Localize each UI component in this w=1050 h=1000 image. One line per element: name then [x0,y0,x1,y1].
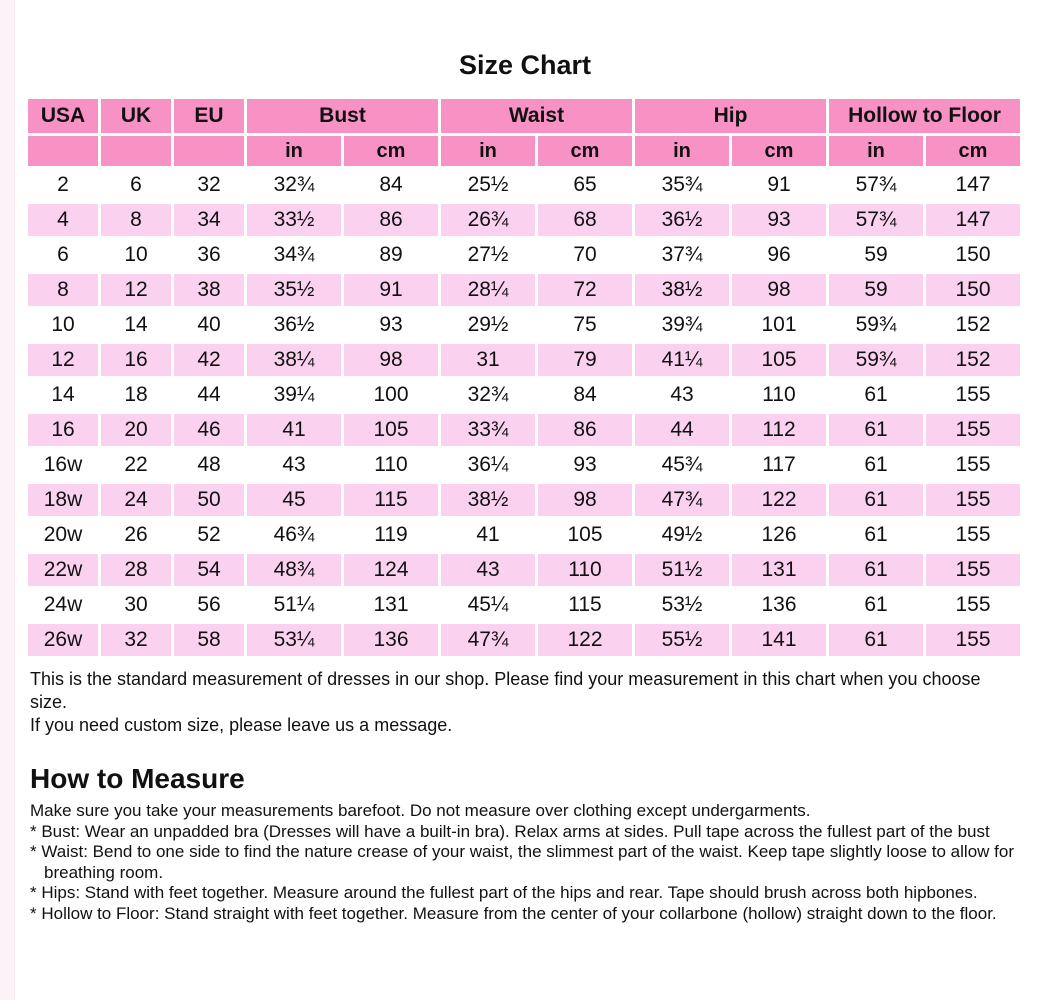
size-cell: 44 [635,414,729,446]
size-cell: 36½ [635,204,729,236]
size-cell: 61 [829,449,923,481]
size-cell: 31 [441,344,535,376]
size-cell: 22 [101,449,171,481]
size-cell: 86 [344,204,438,236]
size-cell: 61 [829,519,923,551]
unit-cell-in: in [829,136,923,166]
size-cell: 30 [101,589,171,621]
size-cell: 57¾ [829,169,923,201]
size-cell: 115 [538,589,632,621]
size-cell: 38½ [441,484,535,516]
size-cell: 29½ [441,309,535,341]
size-chart-table [25,96,1023,659]
size-cell: 38¼ [247,344,341,376]
size-cell: 59¾ [829,309,923,341]
header-cell-bust: Bust [247,99,438,133]
size-cell: 65 [538,169,632,201]
size-cell: 22w [28,554,98,586]
size-cell: 18 [101,379,171,411]
unit-cell-cm: cm [344,136,438,166]
size-cell: 50 [174,484,244,516]
size-cell: 155 [926,414,1020,446]
size-cell: 72 [538,274,632,306]
unit-cell-empty [101,136,171,166]
header-cell-uk: UK [101,99,171,133]
table-row [28,484,1020,516]
size-cell: 36½ [247,309,341,341]
size-cell: 4 [28,204,98,236]
size-cell: 55½ [635,624,729,656]
header-unit-row [28,136,1020,166]
size-cell: 33¾ [441,414,535,446]
size-cell: 28 [101,554,171,586]
size-cell: 86 [538,414,632,446]
size-cell: 41¼ [635,344,729,376]
size-cell: 93 [344,309,438,341]
size-cell: 46¾ [247,519,341,551]
header-cell-waist: Waist [441,99,632,133]
unit-cell-cm: cm [926,136,1020,166]
table-row [28,309,1020,341]
size-cell: 8 [101,204,171,236]
how-to-measure-instructions [30,801,1022,924]
size-cell: 98 [538,484,632,516]
size-cell: 26¾ [441,204,535,236]
note-line-2: If you need custom size, please leave us a message. [30,715,453,735]
size-cell: 20 [101,414,171,446]
size-cell: 150 [926,239,1020,271]
page-title: Size Chart [458,50,592,80]
instruction-line: * Bust: Wear an unpadded bra (Dresses will have a built-in bra). Relax arms at sides. Pull tape across the fullest part of the bust [30,821,990,841]
size-cell: 100 [344,379,438,411]
size-cell: 32¾ [247,169,341,201]
table-row [28,414,1020,446]
size-cell: 43 [635,379,729,411]
instruction-line: Make sure you take your measurements barefoot. Do not measure over clothing except undergarments. [30,801,811,820]
size-cell: 6 [28,239,98,271]
size-cell: 12 [101,274,171,306]
size-cell: 2 [28,169,98,201]
size-cell: 59 [829,274,923,306]
table-body [28,169,1020,656]
size-cell: 56 [174,589,244,621]
table-row [28,449,1020,481]
size-cell: 91 [732,169,826,201]
table-row [28,344,1020,376]
size-cell: 96 [732,239,826,271]
size-cell: 110 [732,379,826,411]
size-cell: 18w [28,484,98,516]
note-line-1: This is the standard measurement of dresses in our shop. Please find your measurement in this chart when you choose size. [30,669,981,712]
size-cell: 48 [174,449,244,481]
size-cell: 14 [28,379,98,411]
size-cell: 53¼ [247,624,341,656]
size-cell: 105 [732,344,826,376]
size-cell: 26 [101,519,171,551]
size-cell: 98 [732,274,826,306]
table-row [28,554,1020,586]
size-cell: 24w [28,589,98,621]
size-cell: 155 [926,484,1020,516]
size-cell: 52 [174,519,244,551]
unit-cell-in: in [247,136,341,166]
size-cell: 45 [247,484,341,516]
size-cell: 32 [101,624,171,656]
size-cell: 61 [829,379,923,411]
size-cell: 84 [538,379,632,411]
size-cell: 68 [538,204,632,236]
size-cell: 59 [829,239,923,271]
size-cell: 75 [538,309,632,341]
size-cell: 105 [538,519,632,551]
unit-cell-cm: cm [732,136,826,166]
size-cell: 34 [174,204,244,236]
size-cell: 119 [344,519,438,551]
size-cell: 155 [926,624,1020,656]
size-cell: 136 [344,624,438,656]
page-left-edge [0,0,15,1000]
size-cell: 57¾ [829,204,923,236]
size-cell: 51¼ [247,589,341,621]
table-row [28,169,1020,201]
size-cell: 61 [829,554,923,586]
size-cell: 105 [344,414,438,446]
size-cell: 25½ [441,169,535,201]
table-row [28,274,1020,306]
size-cell: 47¾ [441,624,535,656]
size-cell: 51½ [635,554,729,586]
how-to-measure-heading: How to Measure [30,763,245,794]
size-cell: 152 [926,309,1020,341]
size-cell: 16w [28,449,98,481]
size-cell: 61 [829,589,923,621]
instruction-line: * Hollow to Floor: Stand straight with feet together. Measure from the center of your collarbone (hollow) straight down to the floor. [30,903,997,923]
size-cell: 155 [926,589,1020,621]
size-cell: 20w [28,519,98,551]
unit-cell-empty [28,136,98,166]
size-cell: 59¾ [829,344,923,376]
table-row [28,379,1020,411]
size-cell: 41 [441,519,535,551]
size-cell: 27½ [441,239,535,271]
size-cell: 101 [732,309,826,341]
table-row [28,204,1020,236]
size-cell: 124 [344,554,438,586]
size-cell: 93 [538,449,632,481]
size-cell: 122 [732,484,826,516]
size-cell: 6 [101,169,171,201]
size-cell: 26w [28,624,98,656]
size-cell: 38 [174,274,244,306]
size-cell: 49½ [635,519,729,551]
size-cell: 98 [344,344,438,376]
unit-cell-empty [174,136,244,166]
unit-cell-in: in [635,136,729,166]
size-cell: 61 [829,484,923,516]
unit-cell-in: in [441,136,535,166]
instruction-line: breathing room. [44,862,164,882]
size-cell: 39¼ [247,379,341,411]
standard-measurement-note [30,668,1020,737]
size-cell: 136 [732,589,826,621]
header-cell-eu: EU [174,99,244,133]
size-cell: 79 [538,344,632,376]
size-cell: 10 [28,309,98,341]
table-row [28,589,1020,621]
size-cell: 89 [344,239,438,271]
size-cell: 37¾ [635,239,729,271]
size-cell: 110 [538,554,632,586]
size-cell: 38½ [635,274,729,306]
size-cell: 47¾ [635,484,729,516]
table-row [28,519,1020,551]
size-cell: 8 [28,274,98,306]
size-cell: 28¼ [441,274,535,306]
size-cell: 10 [101,239,171,271]
size-cell: 46 [174,414,244,446]
size-cell: 48¾ [247,554,341,586]
size-cell: 32¾ [441,379,535,411]
unit-cell-cm: cm [538,136,632,166]
size-cell: 12 [28,344,98,376]
table-row [28,624,1020,656]
size-cell: 150 [926,274,1020,306]
size-cell: 115 [344,484,438,516]
instruction-line: * Waist: Bend to one side to find the nature crease of your waist, the slimmest part of the waist. Keep tape slightly loose to allow for [30,842,1014,861]
size-cell: 61 [829,414,923,446]
size-cell: 93 [732,204,826,236]
size-cell: 141 [732,624,826,656]
size-cell: 53½ [635,589,729,621]
size-cell: 70 [538,239,632,271]
size-cell: 36¼ [441,449,535,481]
size-cell: 16 [101,344,171,376]
size-cell: 35½ [247,274,341,306]
size-cell: 152 [926,344,1020,376]
size-cell: 155 [926,379,1020,411]
size-cell: 34¾ [247,239,341,271]
size-cell: 41 [247,414,341,446]
size-cell: 147 [926,204,1020,236]
size-cell: 126 [732,519,826,551]
header-cell-hip: Hip [635,99,826,133]
size-cell: 40 [174,309,244,341]
size-cell: 122 [538,624,632,656]
header-cell-hollow-to-floor: Hollow to Floor [829,99,1020,133]
size-cell: 117 [732,449,826,481]
size-cell: 44 [174,379,244,411]
size-cell: 155 [926,554,1020,586]
size-cell: 42 [174,344,244,376]
size-cell: 58 [174,624,244,656]
header-group-row [28,99,1020,133]
size-cell: 14 [101,309,171,341]
size-cell: 84 [344,169,438,201]
size-cell: 155 [926,449,1020,481]
instruction-line: * Hips: Stand with feet together. Measure around the fullest part of the hips and rear. Tape should brush across both hipbones. [30,883,978,902]
size-cell: 131 [732,554,826,586]
size-cell: 91 [344,274,438,306]
size-cell: 32 [174,169,244,201]
size-cell: 61 [829,624,923,656]
size-cell: 24 [101,484,171,516]
size-cell: 33½ [247,204,341,236]
size-cell: 43 [441,554,535,586]
size-cell: 110 [344,449,438,481]
size-cell: 147 [926,169,1020,201]
size-cell: 45¾ [635,449,729,481]
size-cell: 35¾ [635,169,729,201]
size-cell: 36 [174,239,244,271]
table-row [28,239,1020,271]
size-cell: 112 [732,414,826,446]
size-cell: 39¾ [635,309,729,341]
size-cell: 43 [247,449,341,481]
size-cell: 54 [174,554,244,586]
size-cell: 155 [926,519,1020,551]
header-cell-usa: USA [28,99,98,133]
table-header [28,99,1020,166]
size-cell: 131 [344,589,438,621]
size-cell: 16 [28,414,98,446]
size-cell: 45¼ [441,589,535,621]
